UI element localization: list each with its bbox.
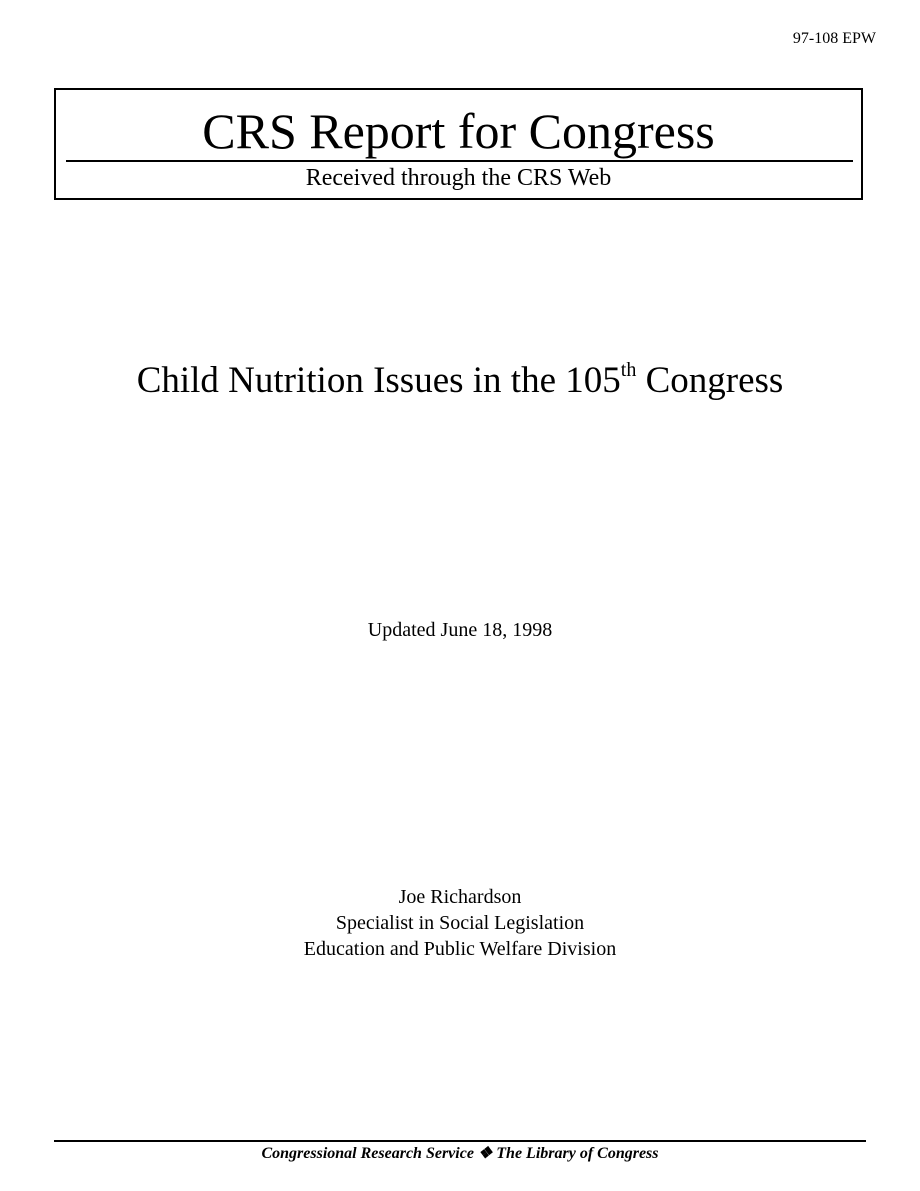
footer-left: Congressional Research Service: [261, 1145, 474, 1162]
footer-separator: ❖: [473, 1145, 497, 1162]
author-block: [0, 884, 920, 962]
header-divider: [66, 160, 853, 162]
author-division: Education and Public Welfare Division: [303, 938, 617, 960]
author-name: Joe Richardson: [398, 886, 522, 908]
footer-divider: [54, 1140, 866, 1142]
report-header-subtitle: Received through the CRS Web: [305, 165, 612, 191]
author-position: Specialist in Social Legislation: [335, 912, 585, 934]
updated-date: Updated June 18, 1998: [367, 619, 553, 641]
document-title-end: Congress: [636, 360, 784, 401]
document-title: [0, 358, 920, 404]
report-header-title: CRS Report for Congress: [202, 103, 715, 159]
footer-text: [0, 1144, 920, 1164]
report-number: 97-108 EPW: [792, 30, 876, 47]
report-header-box: [54, 88, 863, 200]
footer-right: The Library of Congress: [496, 1145, 659, 1162]
document-title-main: Child Nutrition Issues in the 105: [136, 360, 621, 401]
document-title-superscript: th: [620, 359, 637, 381]
